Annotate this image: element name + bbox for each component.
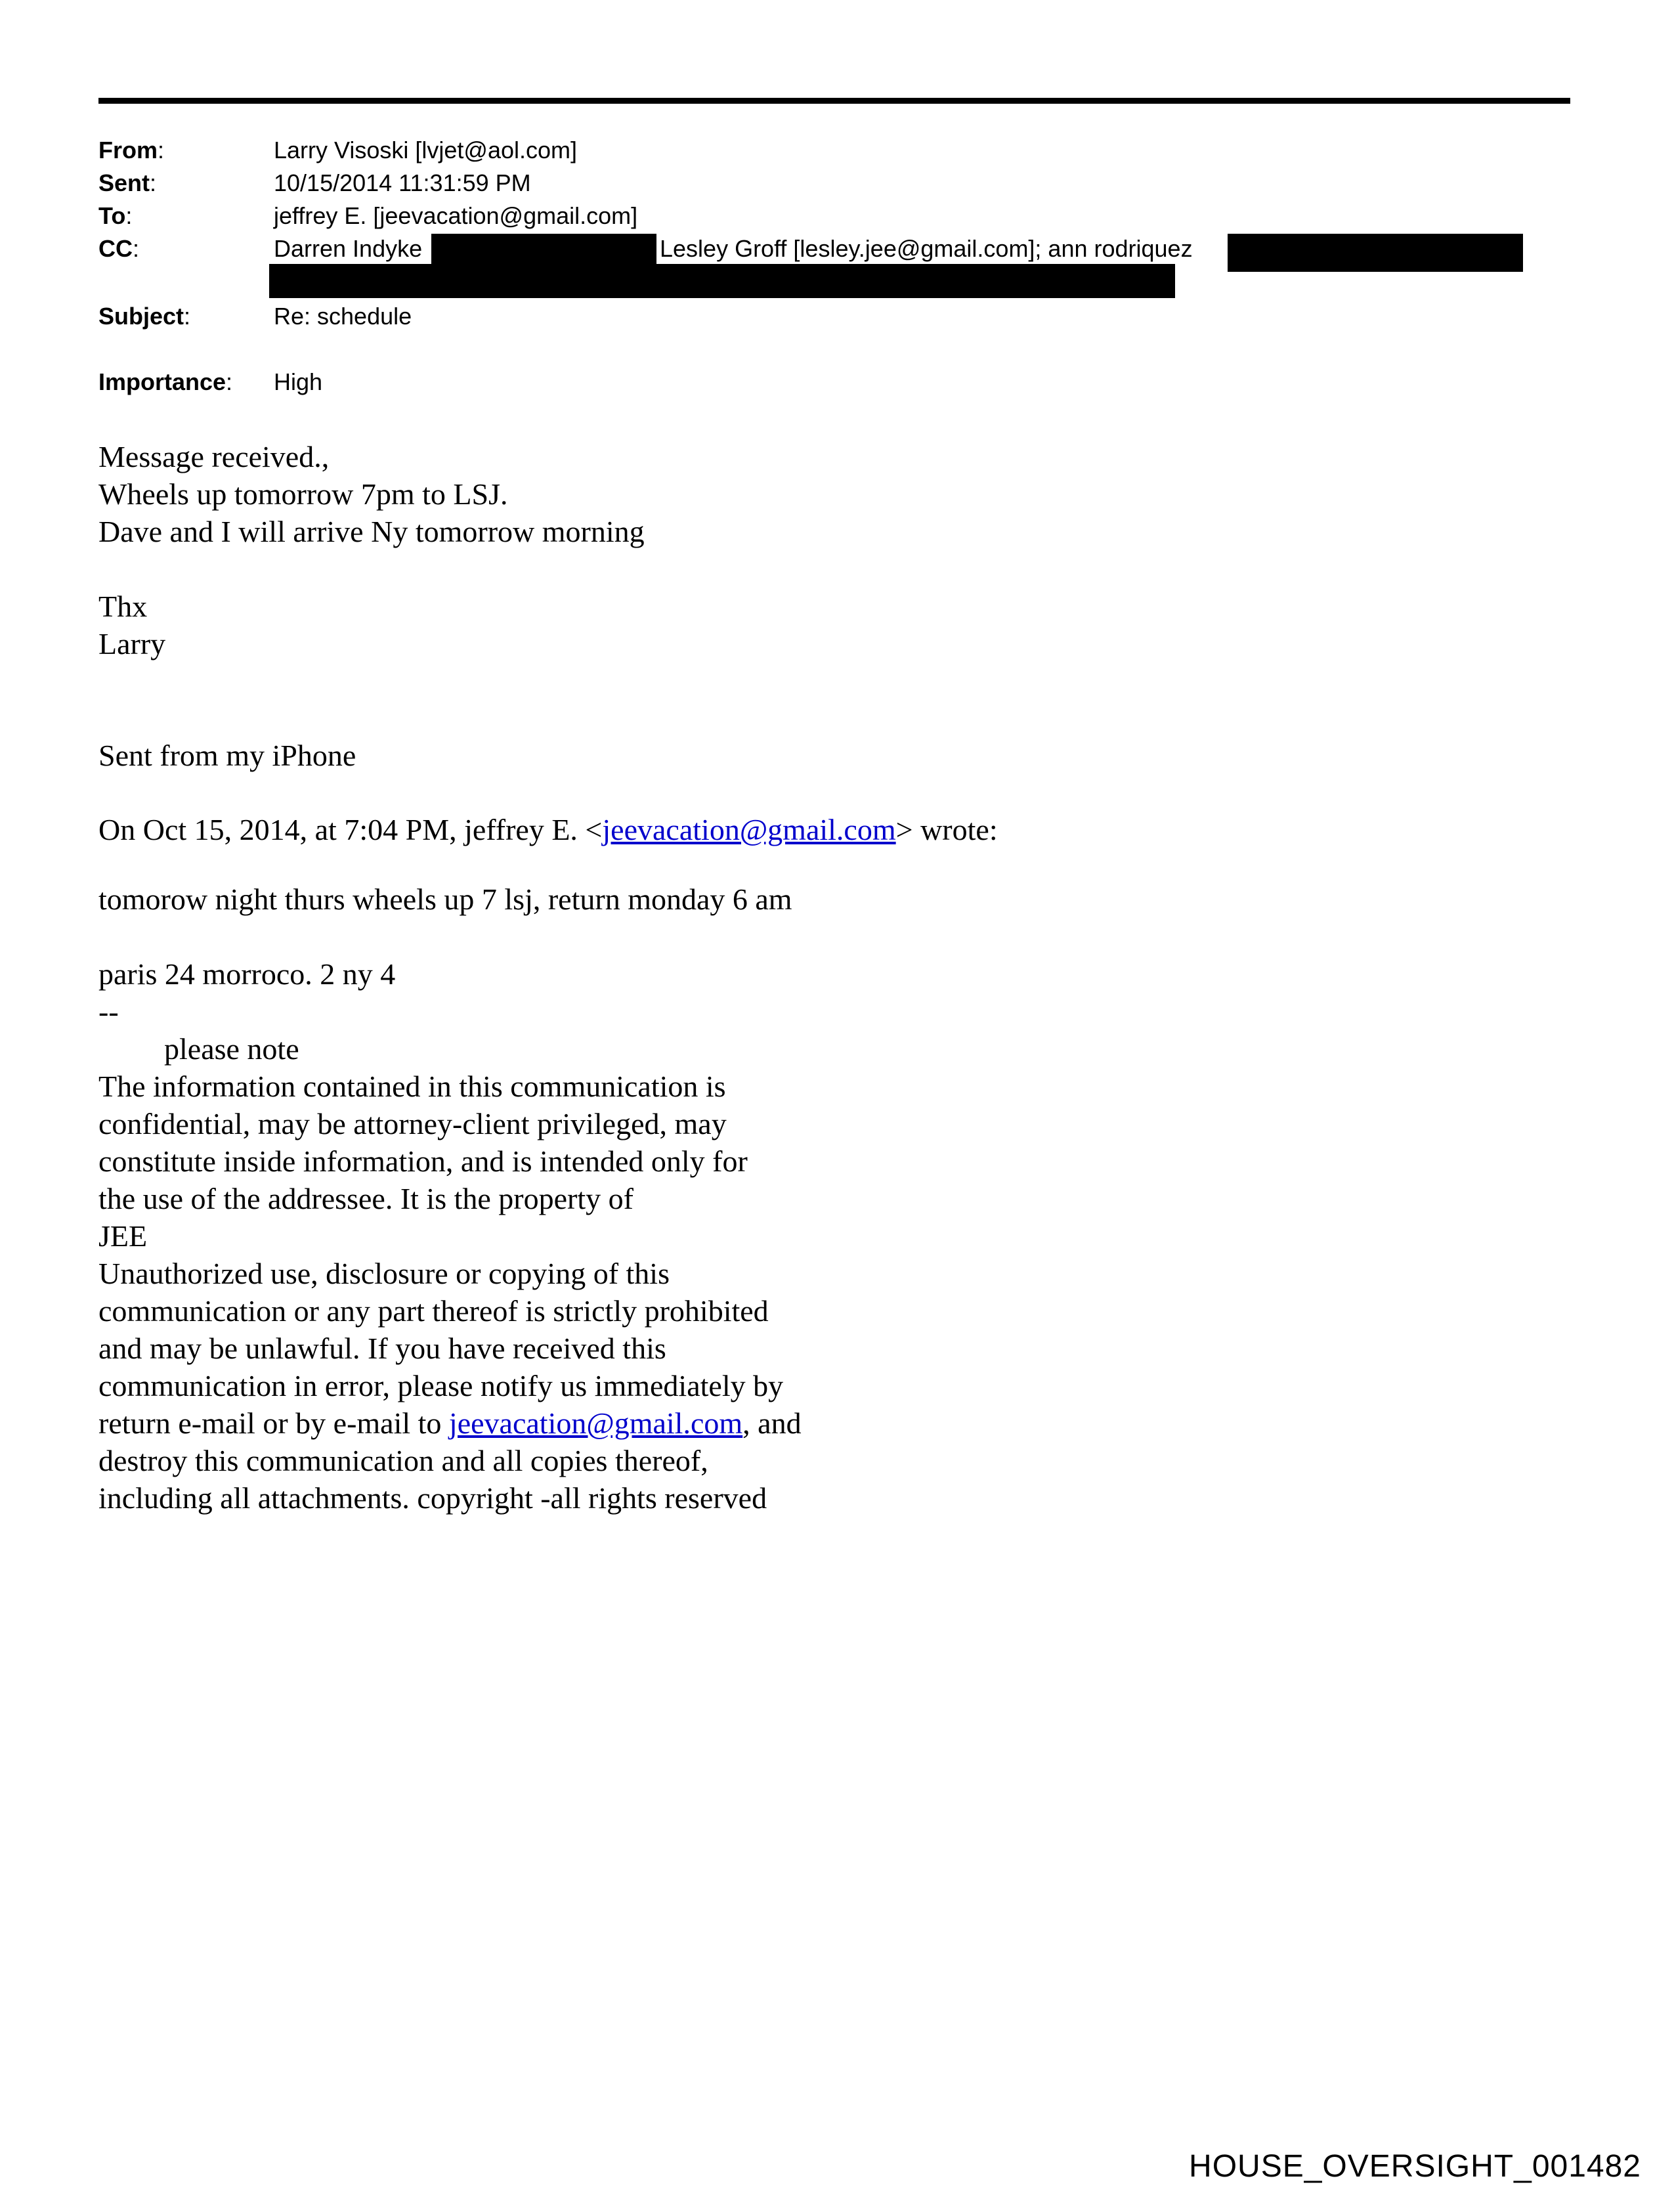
sent-from-line: Sent from my iPhone xyxy=(98,739,356,772)
sent-value: 10/15/2014 11:31:59 PM xyxy=(274,169,531,196)
subject-label: Subject: xyxy=(98,303,191,330)
subject-value: Re: schedule xyxy=(274,303,412,330)
importance-label: Importance: xyxy=(98,368,233,395)
quoted-line-1: tomorow night thurs wheels up 7 lsj, return monday 6 am xyxy=(98,882,792,916)
disclaimer-line: constitute inside information, and is intended only for xyxy=(98,1144,748,1178)
from-label: From: xyxy=(98,137,165,163)
disclaimer-line: communication in error, please notify us immediately by xyxy=(98,1369,784,1402)
cc-name-2: Lesley Groff [lesley.jee@gmail.com]; ann rodriquez xyxy=(660,235,1193,262)
disclaimer-email-link[interactable]: jeevacation@gmail.com xyxy=(448,1406,743,1440)
redaction-block xyxy=(431,234,656,267)
reply-thx: Thx xyxy=(98,590,148,623)
quoted-intro: On Oct 15, 2014, at 7:04 PM, jeffrey E. <jeevacation@gmail.com> wrote: xyxy=(98,813,998,846)
bates-number: HOUSE_OVERSIGHT_001482 xyxy=(1189,2149,1641,2184)
reply-signoff xyxy=(98,588,165,662)
reply-body xyxy=(98,438,645,550)
sent-label: Sent: xyxy=(98,169,157,196)
importance-value: High xyxy=(274,368,323,395)
disclaimer-line: including all attachments. copyright -all rights reserved xyxy=(98,1481,767,1515)
reply-line: Message received., xyxy=(98,440,330,473)
please-note: please note xyxy=(164,1032,299,1066)
disclaimer-line: confidential, may be attorney-client privileged, may xyxy=(98,1107,727,1140)
signature-dashes: -- xyxy=(98,995,119,1028)
disclaimer-line: the use of the addressee. It is the property of xyxy=(98,1182,633,1215)
disclaimer-line: The information contained in this communication is xyxy=(98,1070,726,1103)
reply-line: Dave and I will arrive Ny tomorrow morning xyxy=(98,515,645,548)
to-value: jeffrey E. [jeevacation@gmail.com] xyxy=(274,202,638,229)
disclaimer-line: communication or any part thereof is strictly prohibited xyxy=(98,1294,769,1328)
quoted-block xyxy=(98,955,802,1517)
redaction-block xyxy=(269,264,1175,298)
reply-signature: Larry xyxy=(98,627,166,661)
disclaimer-email-line: return e-mail or by e-mail to jeevacation@gmail.com, and xyxy=(98,1406,802,1440)
redaction-block xyxy=(1228,234,1523,272)
reply-line: Wheels up tomorrow 7pm to LSJ. xyxy=(98,477,508,511)
header-rule xyxy=(98,98,1570,104)
from-value: Larry Visoski [lvjet@aol.com] xyxy=(274,137,578,163)
to-label: To: xyxy=(98,202,133,229)
quoted-email-link[interactable]: jeevacation@gmail.com xyxy=(602,813,896,846)
disclaimer-line: Unauthorized use, disclosure or copying of this xyxy=(98,1257,670,1290)
disclaimer-line: destroy this communication and all copies thereof, xyxy=(98,1444,708,1477)
disclaimer-line: JEE xyxy=(98,1219,148,1253)
quoted-line-2: paris 24 morroco. 2 ny 4 xyxy=(98,957,396,991)
cc-label: CC: xyxy=(98,235,140,262)
cc-name-1: Darren Indyke xyxy=(274,235,423,262)
disclaimer-line: and may be unlawful. If you have received this xyxy=(98,1332,666,1365)
